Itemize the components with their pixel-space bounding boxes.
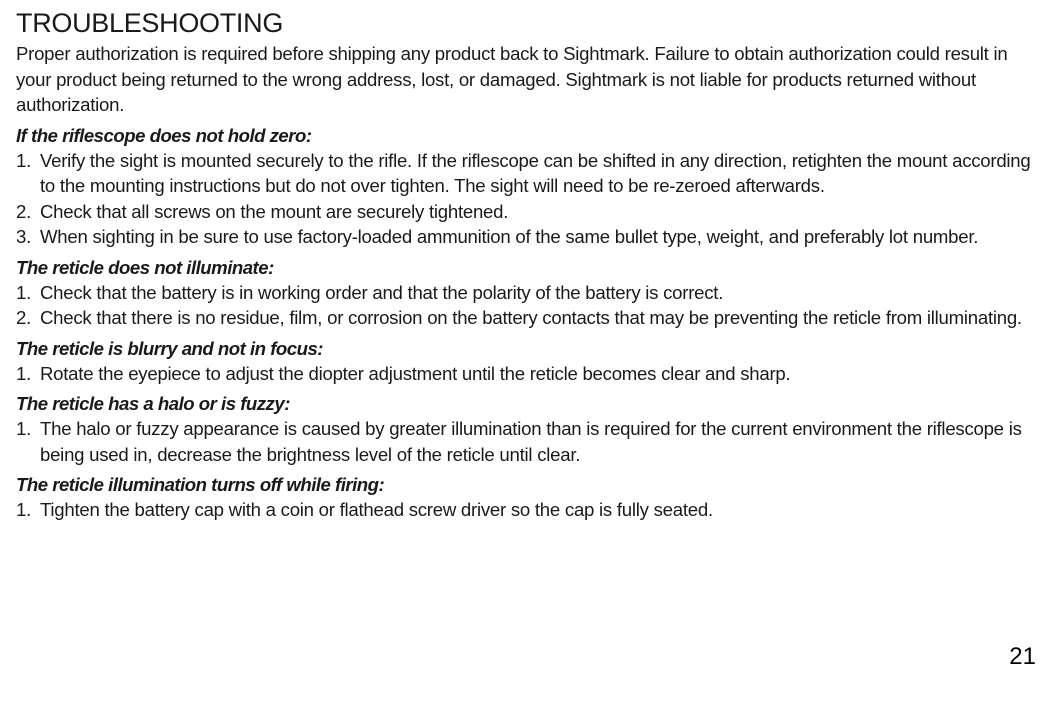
step-number: 3.	[16, 226, 32, 247]
list-item	[16, 416, 1036, 467]
step-text: Check that the battery is in working order and that the polarity of the battery is correct.	[40, 281, 724, 303]
step-text: Check that there is no residue, film, or corrosion on the battery contacts that may be preventing the reticle from illuminating.	[40, 307, 1022, 328]
step-text: Rotate the eyepiece to adjust the diopter adjustment until the reticle becomes clear and sharp.	[40, 362, 791, 384]
page-title: TROUBLESHOOTING	[16, 8, 284, 38]
list-item	[16, 280, 1036, 306]
list-item	[16, 224, 1036, 250]
section-heading: The reticle is blurry and not in focus:	[16, 337, 323, 359]
step-text: Tighten the battery cap with a coin or flathead screw driver so the cap is fully seated.	[40, 499, 713, 520]
steps-list	[16, 361, 1036, 387]
section-heading: The reticle does not illuminate:	[16, 256, 274, 278]
intro-paragraph: Proper authorization is required before shipping any product back to Sightmark. Failure to obtain authorization could result in your product being returned to the wrong address, lost, or damaged. Sightmark is not liable for products returned without authorization.	[16, 43, 1008, 115]
section-halo-reticle	[16, 391, 1036, 467]
list-item	[16, 361, 1036, 387]
step-text: Verify the sight is mounted securely to the rifle. If the riflescope can be shifted in any direction, retighten the mount according to the mounting instructions but do not over tighten. The sight will need to be re-zeroed afterwards.	[40, 149, 1031, 196]
step-number: 2.	[16, 307, 32, 328]
section-heading: If the riflescope does not hold zero:	[16, 124, 312, 146]
section-illumination-off	[16, 472, 1036, 523]
section-heading: The reticle illumination turns off while firing:	[16, 474, 385, 495]
section-blurry-reticle	[16, 336, 1036, 387]
step-number: 1.	[16, 499, 32, 520]
step-number: 1.	[16, 362, 32, 384]
list-item	[16, 497, 1036, 523]
step-number: 2.	[16, 200, 32, 222]
page-number: 21	[1009, 643, 1036, 670]
document-page	[16, 6, 1036, 523]
step-text: The halo or fuzzy appearance is caused by greater illumination than is required for the current environment the riflescope is being used in, decrease the brightness level of the reticle until clear.	[40, 418, 1022, 465]
steps-list	[16, 497, 1036, 523]
section-no-illumination	[16, 255, 1036, 331]
step-text: Check that all screws on the mount are securely tightened.	[40, 200, 509, 222]
step-number: 1.	[16, 149, 32, 171]
section-hold-zero	[16, 123, 1036, 250]
steps-list	[16, 148, 1036, 250]
list-item	[16, 305, 1036, 331]
step-number: 1.	[16, 281, 32, 303]
steps-list	[16, 280, 1036, 331]
steps-list	[16, 416, 1036, 467]
list-item	[16, 199, 1036, 225]
section-heading: The reticle has a halo or is fuzzy:	[16, 393, 290, 414]
step-text: When sighting in be sure to use factory-loaded ammunition of the same bullet type, weight, and preferably lot number.	[40, 226, 979, 247]
list-item	[16, 148, 1036, 199]
step-number: 1.	[16, 418, 32, 439]
